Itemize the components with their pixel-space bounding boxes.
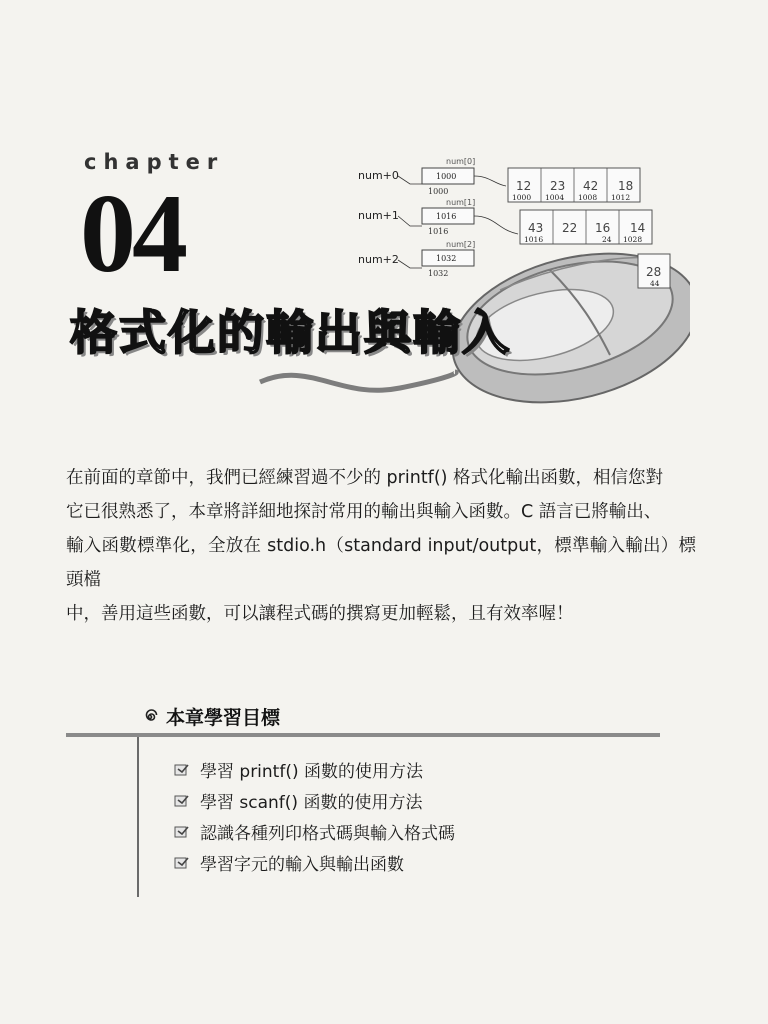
goal-item	[174, 816, 455, 847]
pointer-1	[358, 198, 518, 236]
cell-value: 28	[646, 265, 662, 279]
goals-list	[174, 754, 455, 878]
cell-value: 12	[516, 179, 532, 193]
cell-value: 23	[550, 179, 566, 193]
intro-line: 在前面的章節中，我們已經練習過不少的 printf() 格式化輸出函數，相信您對	[66, 468, 664, 488]
goal-text: 學習字元的輸入與輸出函數	[200, 855, 404, 875]
document-bullet-icon	[174, 825, 190, 839]
pointer-addr: 1016	[428, 227, 449, 236]
intro-line: 輸入函數標準化，全放在 stdio.h（standard input/output，標準輸入輸出）標頭檔	[66, 536, 696, 590]
cell-value: 18	[618, 179, 634, 193]
cell-addr: 1004	[545, 193, 565, 202]
intro-line: 中，善用這些函數，可以讓程式碼的撰寫更加輕鬆，且有效率喔！	[66, 604, 574, 624]
document-bullet-icon	[174, 794, 190, 808]
mouse-cable	[260, 372, 456, 390]
cell-addr: 24	[602, 235, 612, 244]
goals-heading-text: 本章學習目標	[166, 707, 281, 729]
pointer-tag: num[1]	[446, 198, 476, 207]
goal-text: 學習 printf() 函數的使用方法	[200, 762, 424, 782]
cell-value: 22	[562, 221, 578, 235]
cell-addr: 1016	[524, 235, 544, 244]
pointer-addr: 1032	[428, 269, 449, 278]
pointer-tag: num[2]	[446, 240, 476, 249]
cell-value: 43	[528, 221, 544, 235]
chapter-illustration	[250, 150, 690, 420]
goals-side-rule	[137, 737, 139, 897]
pointer-label: num+1	[358, 209, 399, 222]
pointer-value: 1032	[436, 254, 457, 263]
pointer-2	[358, 240, 475, 278]
goals-divider	[66, 733, 660, 737]
chapter-label: chapter	[84, 150, 225, 174]
goal-text: 學習 scanf() 函數的使用方法	[200, 793, 423, 813]
pointer-addr: 1000	[428, 187, 449, 196]
pointer-label: num+2	[358, 253, 399, 266]
pointer-0	[358, 157, 506, 196]
cell-value: 42	[583, 179, 599, 193]
intro-line: 它已很熟悉了，本章將詳細地探討常用的輸出與輸入函數。C 語言已將輸出、	[66, 502, 662, 522]
cell-value: 16	[595, 221, 611, 235]
chapter-number: 04	[80, 172, 184, 296]
pointer-label: num+0	[358, 169, 399, 182]
cell-addr: 1028	[623, 235, 643, 244]
document-bullet-icon	[174, 856, 190, 870]
goal-text: 認識各種列印格式碼與輸入格式碼	[200, 824, 455, 844]
chapter-title: 格式化的輸出與輸入	[70, 306, 511, 361]
memory-row-2	[638, 254, 670, 288]
goal-item	[174, 754, 455, 785]
goal-item	[174, 847, 455, 878]
goals-heading	[142, 703, 280, 730]
spiral-icon	[142, 709, 158, 725]
goal-item	[174, 785, 455, 816]
memory-row-1	[520, 210, 652, 244]
cell-addr: 44	[650, 279, 660, 288]
intro-paragraph	[66, 461, 696, 631]
cell-addr: 1008	[578, 193, 598, 202]
cell-addr: 1000	[512, 193, 532, 202]
document-bullet-icon	[174, 763, 190, 777]
pointer-value: 1000	[436, 172, 457, 181]
memory-row-0	[508, 168, 640, 202]
pointer-value: 1016	[436, 212, 457, 221]
cell-value: 14	[630, 221, 646, 235]
pointer-tag: num[0]	[446, 157, 476, 166]
cell-addr: 1012	[611, 193, 631, 202]
